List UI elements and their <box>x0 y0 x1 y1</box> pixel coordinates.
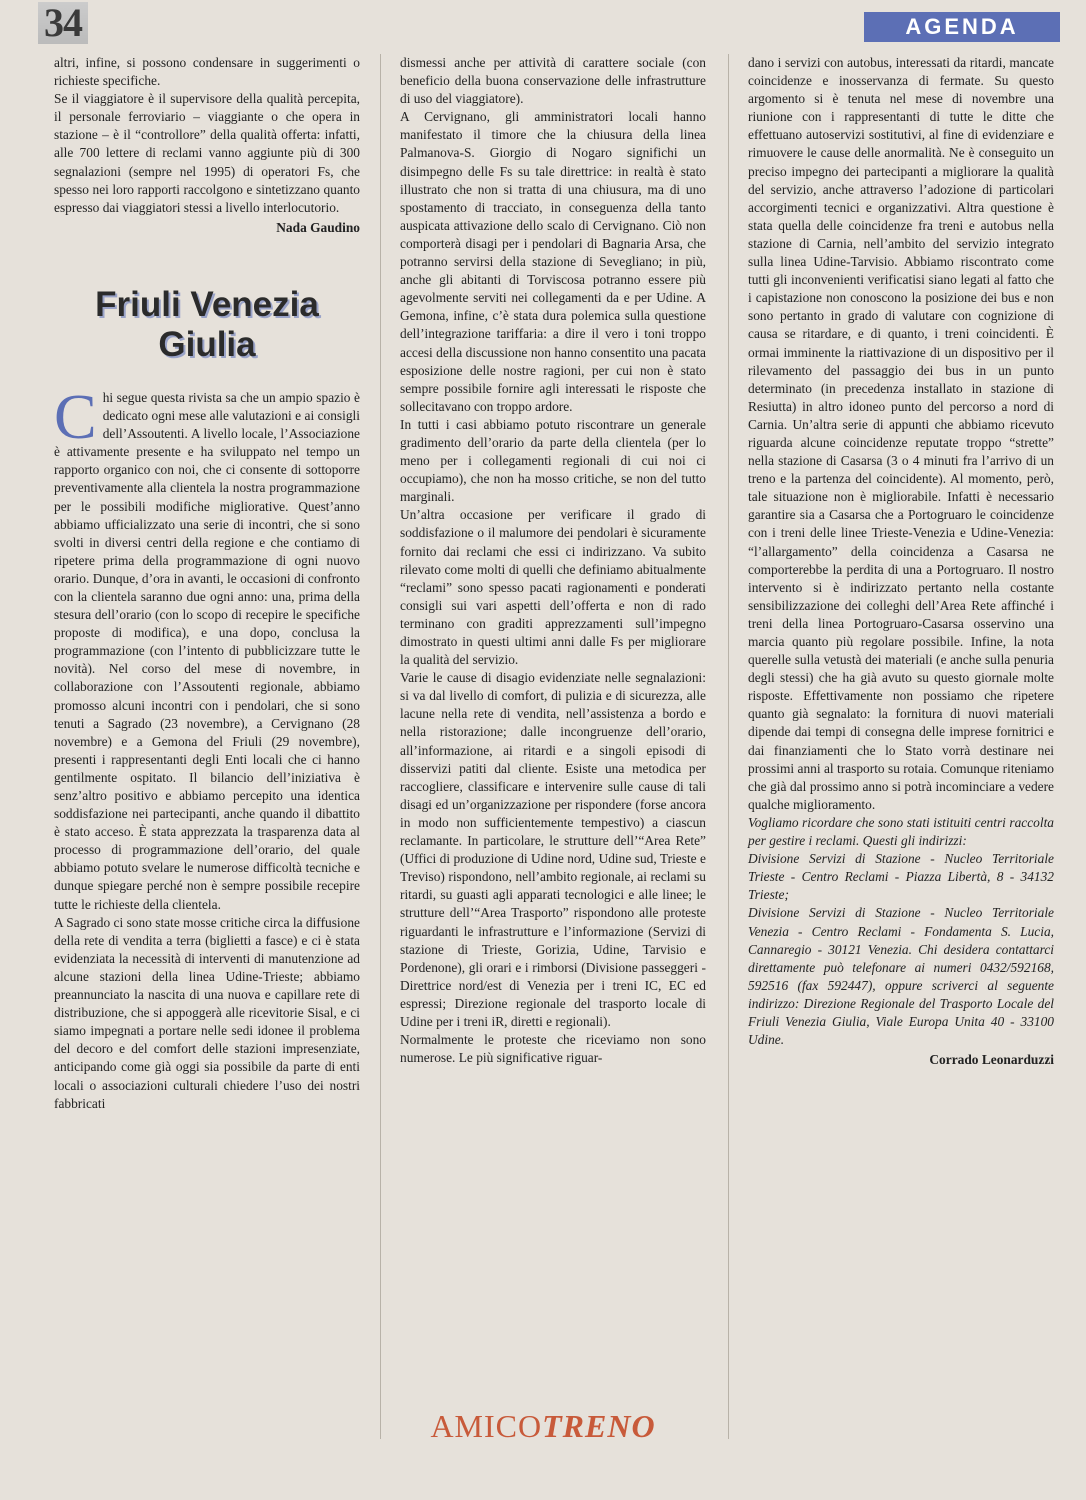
paragraph: Varie le cause di disagio evidenziate nelle segnalazioni: si va dal livello di comfort, di pulizia e di sicurezza, alle lacune nella rete di vendita, nell’assistenza a bordo e nella ristorazione; dalle incongruenze dell’orario, all’informazione, ai ritardi e a singoli episodi di disservizi patiti dal cliente. Esiste una metodica per raccogliere, classificare e intervenire sulle cause di tali disagi ed un’organizzazione per rispondere (forse ancora in modo non sufficientemente tempestivo) a ciascun reclamante. In particolare, le strutture dell’“Area Rete” (Uffici di produzione di Udine nord, Udine sud, Trieste e Treviso) rispondono, nell’ambito regionale, ai reclami su ritardi, su guasti agli apparati tecnologici e alle linee; le strutture dell’“Area Trasporto” rispondono alle proteste riguardanti le infrastrutture e l’informazione (Servizi di stazione di Trieste, Gorizia, Udine, Tarvisio e Pordenone), gli orari e i rimborsi (Divisione passeggeri - Direttrice nord/est di Venezia per i treni IC, EC ed espressi; Direzione regionale del trasporto locale di Udine per i treni iR, diretti e regionali). <box>400 670 706 1029</box>
italic-paragraph: Divisione Servizi di Stazione - Nucleo Territoriale Trieste - Centro Reclami - Piazza Libertà, 8 - 34132 Trieste; <box>748 851 1054 903</box>
paragraph: Se il viaggiatore è il supervisore della qualità percepita, il personale ferroviario – viaggiante o che opera in stazione – è il “controllore” della qualità offerta: infatti, alle 700 lettere di reclami vanno aggiunte più di 300 segnalazioni (sempre nel 1995) di operatori Fs, che spesso nei loro rapporti raccolgono e sintetizzano quanto espresso dai viaggiatori stessi a livello interlocutorio. <box>54 91 360 215</box>
paragraph-text: hi segue questa rivista sa che un ampio spazio è dedicato ogni mese alle valutazioni e ai consigli dell’Assoutenti. A livello locale, l’Associazione è attivamente presente e ha sviluppato nel tempo un rapporto organico con noi, che ci consente di sottoporre preventivamente alla clientela la nostra programmazione per le possibili modifiche migliorative. Quest’anno abbiamo ufficializzato una serie di incontri, che si sono svolti in diversi centri della regione e che contiamo di ripetere prima della programmazione di ogni nuovo orario. Dunque, d’ora in avanti, le occasioni di confronto con la clientela saranno due ogni anno: una, prima della stesura dell’orario (con lo scopo di recepire le specifiche proposte di modifica), e una dopo, conclusa la programmazione (con l’intento di pubblicizzare tutte le novità). Nel corso del mese di novembre, in collaborazione con l’Assoutenti regionale, abbiamo promosso alcuni incontri con i pendolari, che si sono tenuti a Sagrado (23 novembre), a Cervignano (28 novembre) e a Gemona del Friuli (29 novembre), presenti i rappresentanti degli Enti locali che ci hanno gentilmente ospitato. Il bilancio dell’iniziativa è senz’altro positivo e abbiamo percepito una identica soddisfazione nei partecipanti, anche quando il dibattito è stato acceso. È stata apprezzata la trasparenza data al processo di programmazione dell’orario, del quale abbiamo potuto svelare le numerose difficoltà tecniche e dunque spiegare perché non è sempre possibile recepire tutte le richieste della clientela. <box>54 389 360 912</box>
paragraph: A Cervignano, gli amministratori locali hanno manifestato il timore che la chiusura della linea Palmanova-S. Giorgio di Nogaro significhi un disimpegno delle Fs su tale direttrice: in realtà è stato illustrato che non si tratta di una chiusura, ma di uno spostamento di tracciato, in conseguenza della tanto auspicata attivazione dello scalo di Cervignano. Ciò non comporterà disagi per i pendolari di Bagnaria Arsa, che potranno servirsi della stazione di Sevegliano; in più, anche gli abitanti di Torviscosa potranno essere più agevolmente serviti nei collegamenti da e per Udine. A Gemona, infine, c’è stata dura polemica sulla questione dell’integrazione tariffaria: a dire il vero i toni troppo accesi della discussione non hanno consentito una pacata esposizione delle nostre ragioni, per cui non è stato sempre possibile fornire agli interessati le risposte che sollecitavano con troppo ardore. <box>400 109 706 414</box>
column-divider <box>728 54 729 1439</box>
column-3 <box>748 54 1054 1069</box>
author-signature: Nada Gaudino <box>276 219 360 235</box>
paragraph: Normalmente le proteste che riceviamo non sono numerose. Le più significative riguar- <box>400 1032 706 1066</box>
paragraph: altri, infine, si possono condensare in suggerimenti o richieste specifiche. <box>54 55 360 89</box>
paragraph: Un’altra occasione per verificare il grado di soddisfazione o il malumore dei pendolari è sicuramente fornito dai reclami che essi ci indirizzano. Va subito rilevato come molti di quelli che definiamo abitualmente “reclami” sono spesso pacati ragionamenti e ponderati consigli sui vari aspetti dell’offerta e non di rado terminano con graditi apprezzamenti sull’impegno dimostrato in questi ultimi anni dalle Fs per migliorare la qualità del servizio. <box>400 507 706 668</box>
section-title-line: Giulia <box>158 324 256 364</box>
paragraph: A Sagrado ci sono state mosse critiche circa la diffusione della rete di vendita a terra (biglietti a fasce) e ci è stata evidenziata la necessità di interventi di manutenzione ad alcune stazioni della linea Udine-Trieste; abbiamo preannunciato la nascita di una nuova e capillare rete di distribuzione, che si appoggerà alle ricevitorie Sisal, e ci siamo impegnati a portare nelle sedi idonee il problema del decoro e del comfort delle stazioni impresenziate, anticipando come già oggi sia possibile da parte di enti locali o associazioni culturali chiedere l’uso dei nostri fabbricati <box>54 914 360 1111</box>
section-title <box>54 285 360 365</box>
column-divider <box>380 54 381 1439</box>
page-number: 34 <box>38 2 88 44</box>
column-1 <box>54 54 360 1113</box>
logo-text-bold: TRENO <box>542 1408 656 1444</box>
logo-text: AMICO <box>430 1408 543 1444</box>
magazine-logo <box>0 1408 1086 1445</box>
drop-cap: C <box>54 380 97 452</box>
section-badge: AGENDA <box>864 12 1060 42</box>
paragraph <box>54 380 360 914</box>
paragraph: In tutti i casi abbiamo potuto riscontrare un generale gradimento dell’orario da parte della clientela (per lo meno per i collegamenti regionali di cui noi ci occupiamo), che non ha mosso critiche, se non del tutto marginali. <box>400 416 706 505</box>
paragraph: dismessi anche per attività di carattere sociale (con beneficio della buona conservazione delle infrastrutture di uso del viaggiatore). <box>400 55 706 107</box>
italic-paragraph: Divisione Servizi di Stazione - Nucleo Territoriale Venezia - Centro Reclami - Fondamenta S. Lucia, Cannaregio - 30121 Venezia. Chi desidera contattarci direttamente può telefonare ai numeri 0432/592168, 592516 (fax 592447), oppure scriverci al seguente indirizzo: Direzione Regionale del Trasporto Locale del Friuli Venezia Giulia, Viale Europa Unita 40 - 33100 Udine. <box>748 905 1054 1048</box>
author-signature: Corrado Leonarduzzi <box>929 1052 1054 1068</box>
italic-paragraph: Vogliamo ricordare che sono stati istituiti centri raccolta per gestire i reclami. Questi gli indirizzi: <box>748 814 1054 849</box>
column-2 <box>400 54 706 1067</box>
paragraph: dano i servizi con autobus, interessati da ritardi, mancate coincidenze e inosservanza di fermate. Su questo argomento si è tenuta nel mese di novembre una riunione con i rappresentanti di tutte le ditte che effettuano autoservizi sostitutivi, al fine di evidenziare e rimuovere le cause delle anormalità. Ne è conseguito un preciso impegno dei partecipanti a migliorare la qualità del servizio, anche attraverso l’adozione di particolari accorgimenti tecnici e organizzativi. Altra questione è stata quella delle coincidenze fra treni e autobus nella stazione di Carnia, nell’ambito del servizio integrato sulla linea Udine-Tarvisio. Abbiamo riscontrato come tutti gli inconvenienti verificatisi siano legati al fatto che i capistazione non conoscono la posizione dei bus e non sono pertanto in grado di valutare con cognizione di causa se ritardare, e di quanto, i treni coincidenti. È ormai imminente la riattivazione di un dispositivo per il rilevamento del passaggio dei bus in un punto determinato (in precedenza installato in stazione di Resiutta) in altro idoneo punto del percorso a nord di Carnia. Un’altra serie di appunti che abbiamo ricevuto riguarda alcune coincidenze reputate troppo “strette” nella stazione di Casarsa (3 o 4 minuti fra l’arrivo di un treno e la partenza del coincidente). Al momento, però, tale situazione non è migliorabile. Infatti è necessario garantire sia a Casarsa che a Portogruaro le coincidenze con i treni delle linee Trieste-Venezia e Udine-Venezia: “l’allargamento” della coincidenza a Casarsa ne comporterebbe la perdita di una a Portogruaro. Il nostro intervento si è indirizzato pertanto nella costante sensibilizzazione dei colleghi dell’Area Rete affinché i treni della linea Portogruaro-Casarsa osservino una marcia quanto più regolare possibile. Infine, la nota querelle sulla vetustà dei materiali (e anche sulla penuria degli stessi) che ha già avuto su questo giornale molte risposte. Effettivamente non possiamo che ripetere quanto già segnalato: la fornitura di nuovi materiali dipende dai tempi di consegna delle imprese fornitrici e dai finanziamenti che lo Stato vorrà destinare nei prossimi anni al trasporto su rotaia. Comunque riteniamo che già dal prossimo anno si potrà incominciare a vedere qualche miglioramento. <box>748 55 1054 812</box>
section-title-line: Friuli Venezia <box>95 284 319 324</box>
